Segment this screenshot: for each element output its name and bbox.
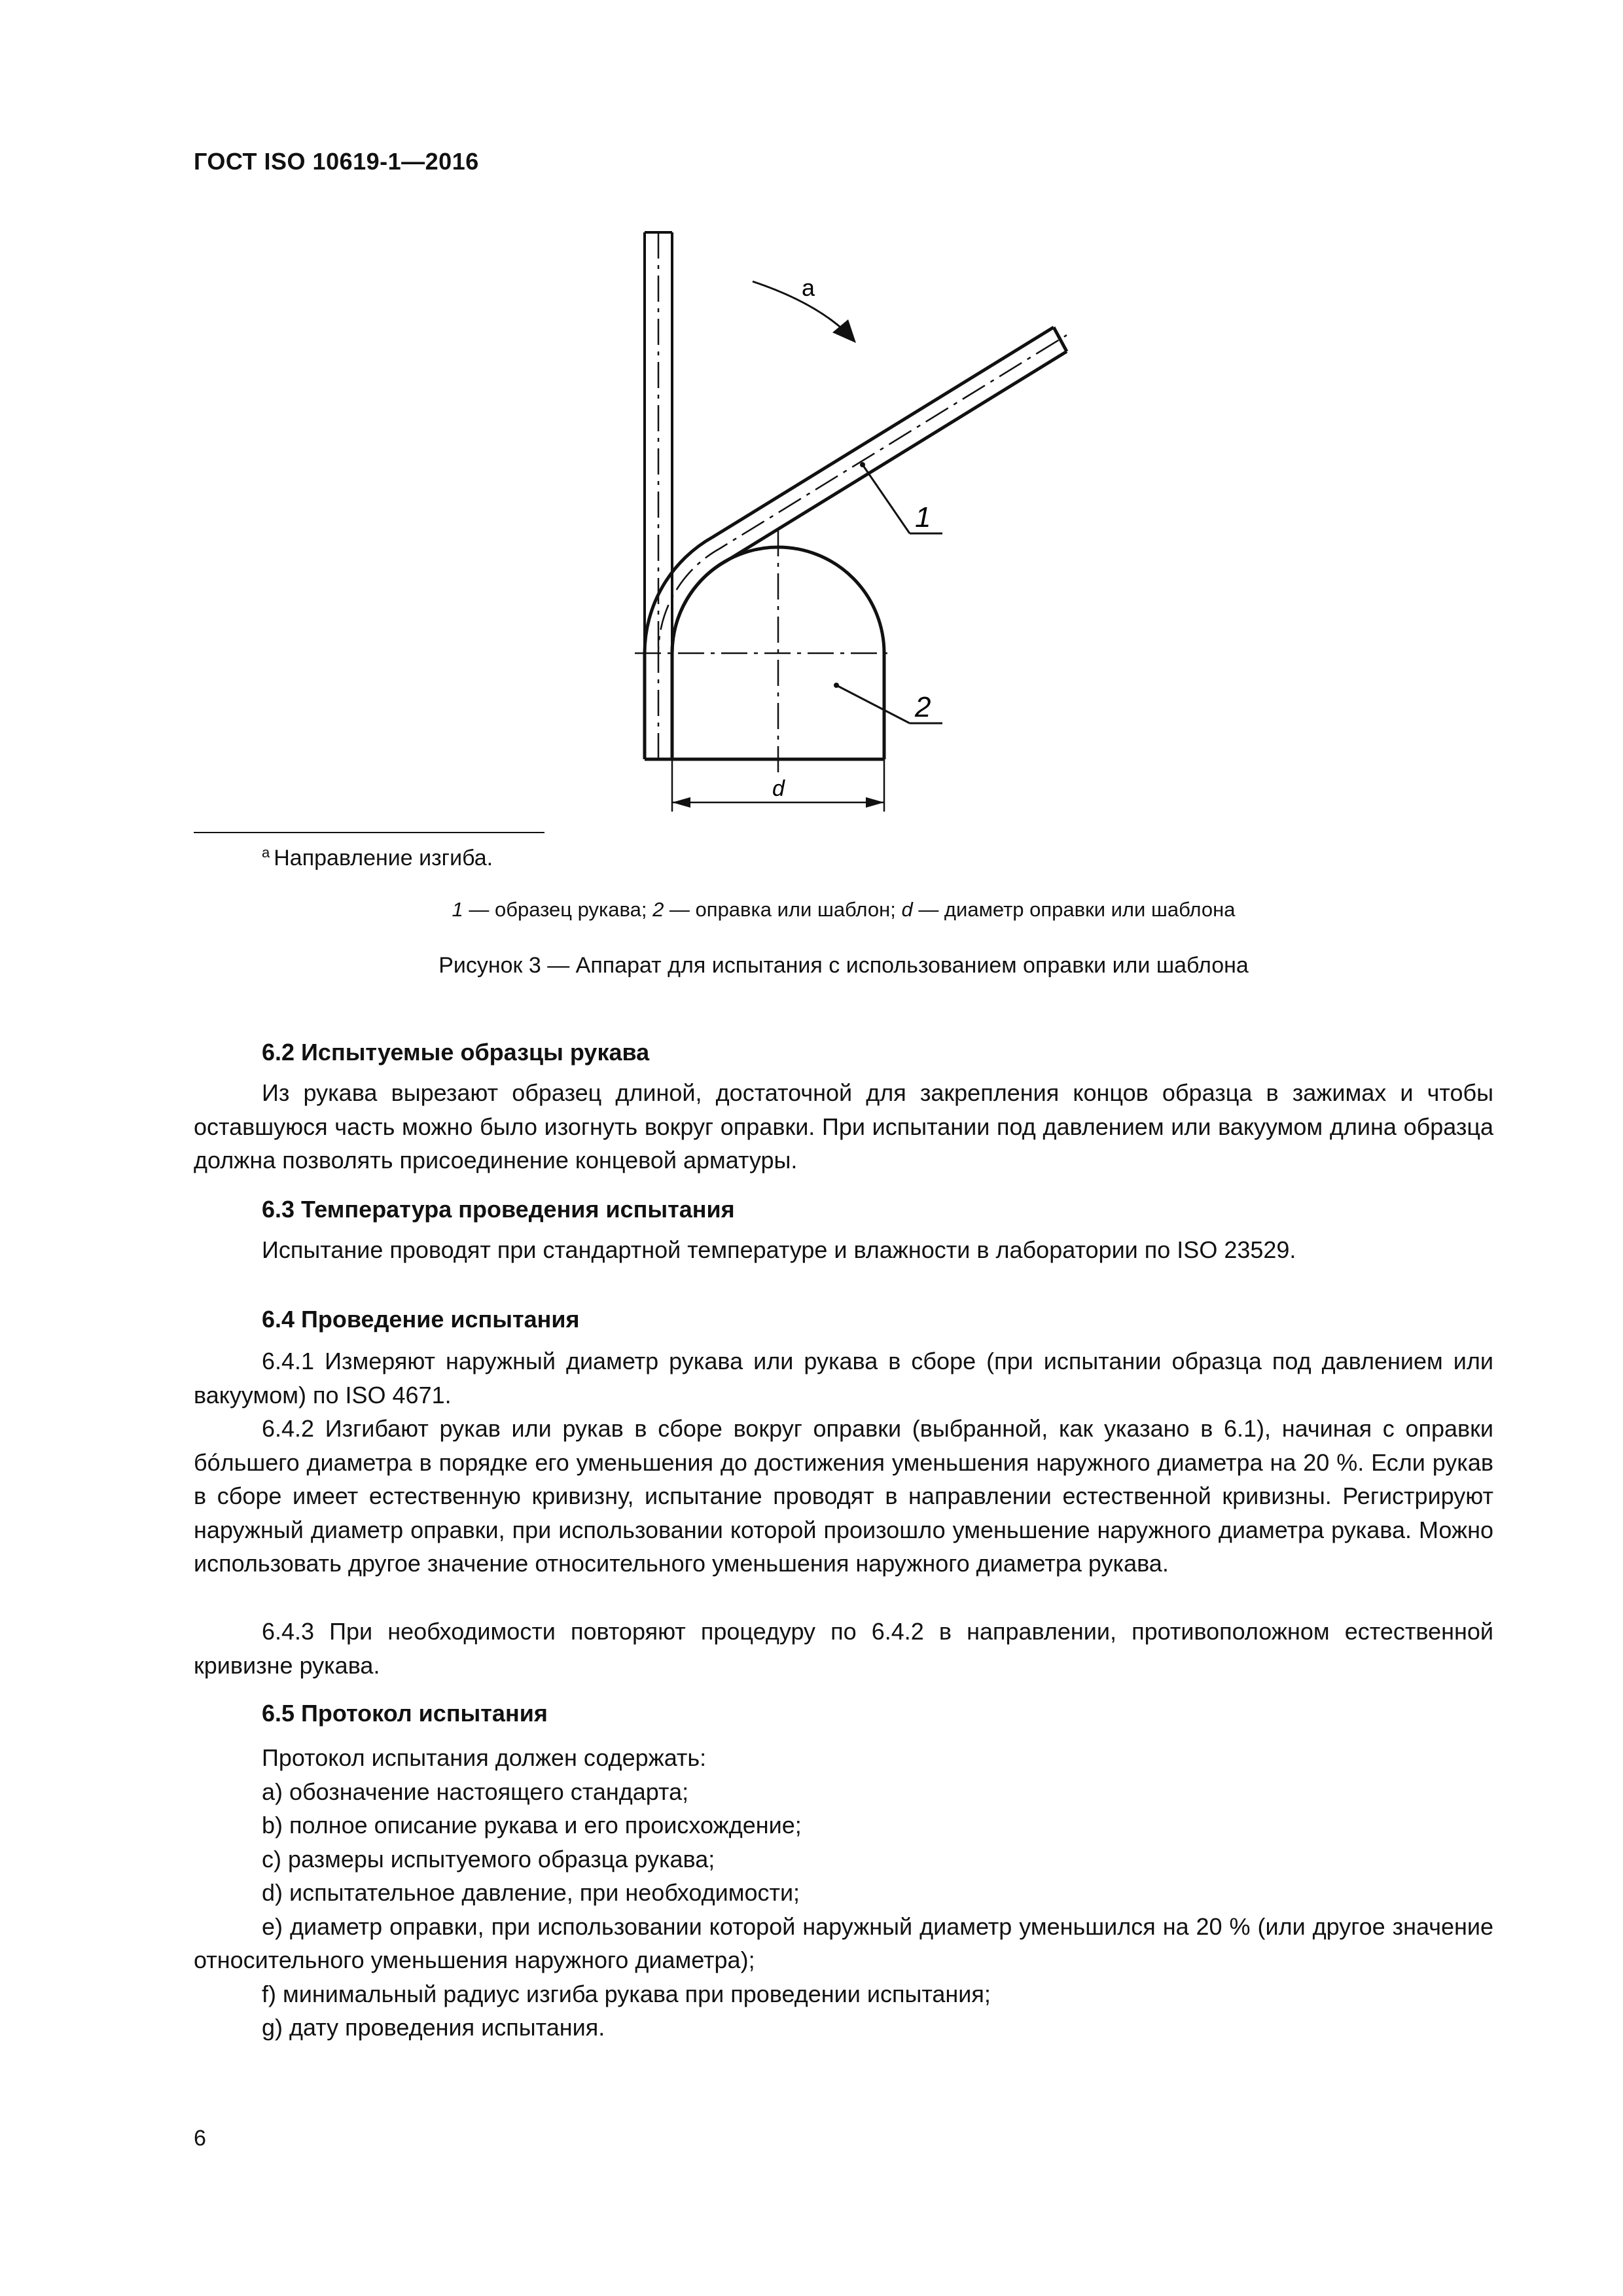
section-6-2-text: Из рукава вырезают образец длиной, достаточной для закрепления концов образца в зажимах и чтобы оставшуюся часть можно было изогнуть вокруг оправки. При испытании под давлением или вакуумом длина образца должна позволять присоединение концевой арматуры. [194,1079,1493,1174]
footnote-text: Направление изгиба. [274,846,493,870]
section-6-5-list [194,1741,1493,2045]
label-arrow-a: a [802,274,815,301]
footnote-rule [194,832,544,833]
label-item-2: 2 [915,691,931,723]
section-6-4-heading: 6.4 Проведение испытания [262,1306,580,1333]
legend-desc-2: — оправка или шаблон; [664,898,902,921]
leader-1-line [863,465,910,533]
protocol-item-b: b) полное описание рукава и его происхождение; [262,1812,802,1839]
protocol-item-c: c) размеры испытуемого образца рукава; [262,1845,715,1873]
leader-1-dot [860,462,865,467]
protocol-item-g: g) дату проведения испытания. [262,2014,605,2041]
document-header: ГОСТ ISO 10619-1—2016 [194,148,479,175]
page-number: 6 [194,2126,206,2151]
legend-key-1: 1 [452,898,463,921]
section-6-4-2-text: 6.4.2 Изгибают рукав или рукав в сборе вокруг оправки (выбранной, как указано в 6.1), начиная с оправки бóльшего диаметра в порядке его уменьшения до достижения уменьшения наружного диаметра на 20 %. Если рукав в сборе имеет естественную кривизну, испытание проводят в направлении естественной кривизны. Регистрируют наружный диаметр оправки, при использовании которой произошло уменьшение наружного диаметра рукава. Можно использовать другое значение относительного уменьшения наружного диаметра рукава. [194,1415,1493,1577]
section-6-2-heading: 6.2 Испытуемые образцы рукава [262,1039,650,1066]
leader-2-line [836,685,910,723]
hose-bent-end-cap [1054,327,1067,351]
section-6-4-3-text: 6.4.3 При необходимости повторяют процедуру по 6.4.2 в направлении, противоположном естественной кривизне рукава. [194,1618,1493,1679]
legend-desc-d: — диаметр оправки или шаблона [912,898,1236,921]
label-dimension-d: d [772,776,785,801]
section-6-3-heading: 6.3 Температура проведения испытания [262,1196,735,1223]
protocol-item-d: d) испытательное давление, при необходимости; [262,1879,800,1906]
dimension-arrow-left [672,797,690,808]
protocol-item-a: a) обозначение настоящего стандарта; [262,1778,689,1805]
label-item-1: 1 [915,501,931,533]
legend-desc-1: — образец рукава; [463,898,653,921]
legend-key-2: 2 [652,898,664,921]
hose-bent-outer-edge [645,327,1054,759]
legend-key-d: d [901,898,913,921]
figure-caption: Рисунок 3 — Аппарат для испытания с использованием оправки или шаблона [438,953,1249,978]
footnote-marker: a [262,844,270,861]
section-6-5-heading: 6.5 Протокол испытания [262,1700,548,1727]
protocol-item-f: f) минимальный радиус изгиба рукава при проведении испытания; [262,1980,991,2007]
section-6-3-text: Испытание проводят при стандартной температуре и влажности в лаборатории по ISO 23529. [262,1236,1296,1263]
figure-3-diagram [622,223,1093,831]
protocol-item-e: e) диаметр оправки, при использовании которой наружный диаметр уменьшился на 20 % (или другое значение относительного уменьшения наружного диаметра); [194,1912,1493,1973]
bend-direction-arrow [753,281,844,331]
hose-bent-centerline [658,335,1067,759]
section-6-4-1-text: 6.4.1 Измеряют наружный диаметр рукава или рукава в сборе (при испытании образца под давлением или вакуумом) по ISO 4671. [194,1348,1493,1408]
figure-legend [194,898,1493,922]
dimension-arrow-right [866,797,884,808]
hose-bent-inner-edge [672,351,1067,759]
protocol-intro: Протокол испытания должен содержать: [262,1744,707,1771]
figure-footnote [262,844,493,871]
leader-2-dot [834,683,839,688]
